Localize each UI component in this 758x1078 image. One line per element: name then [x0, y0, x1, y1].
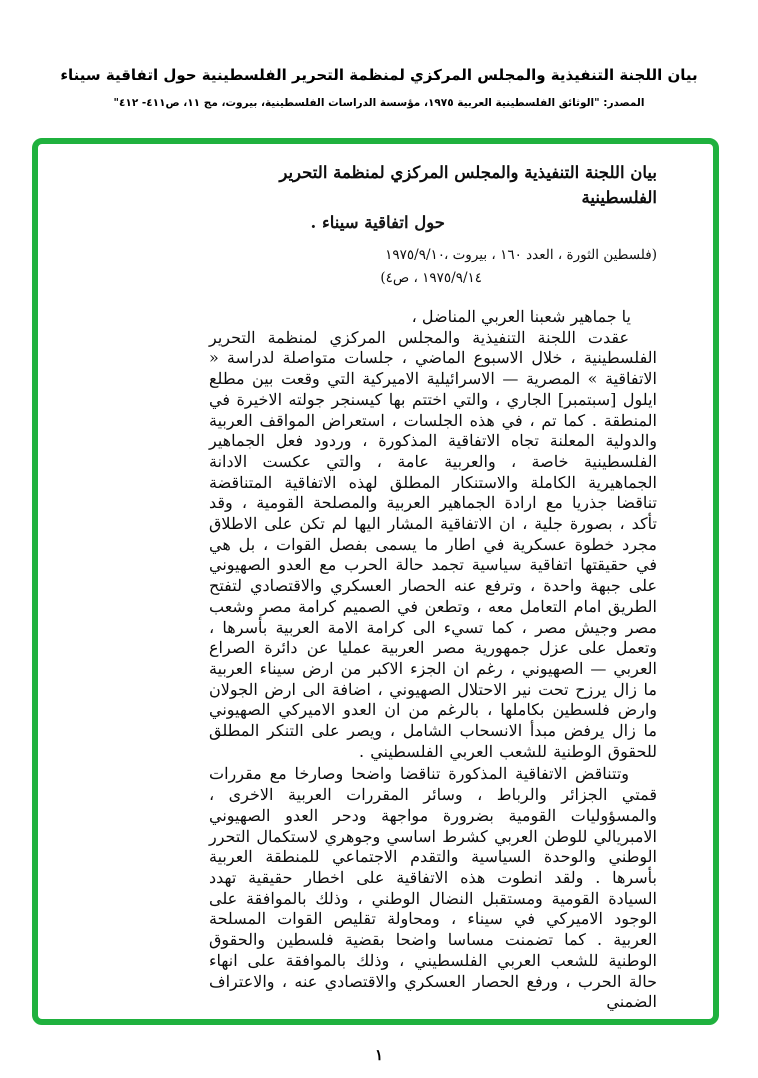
document-date: ١٩٧٥/٩/١٠: [385, 247, 445, 263]
page-header-title: بيان اللجنة التنفيذية والمجلس المركزي لمنظمة التحرير الفلسطينية حول اتفاقية سيناء: [60, 66, 698, 84]
salutation-line: يا جماهير شعبنا العربي المناضل ،: [411, 307, 631, 326]
body-paragraph-1: عقدت اللجنة التنفيذية والمجلس المركزي لمنظمة التحرير الفلسطينية ، خلال الاسبوع الماضي ، جلسات متواصلة لدراسة « الاتفاقية » المصرية — الاسرائيلية الاميركية التي وقعت بين مطلع ايلول [سبتمبر] الجاري ، والتي اختتم بها كيسنجر جولته الاخيرة في المنطقة . كما تم ، في هذه الجلسات ، استعراض المواقف العربية والدولية المعلنة تجاه الاتفاقية المذكورة ، وردود فعل الجماهير الفلسطينية خاصة ، والعربية عامة ، والتي عكست الادانة الجماهيرية الكاملة والاستنكار المطلق لهذه الاتفاقية المتناقضة تناقضا جذريا مع ارادة الجماهير العربية والمصلحة القومية ، وقد تأكد ، بصورة جلية ، ان الاتفاقية المشار اليها لم تكن على الاطلاق مجرد خطوة عسكرية في اطار ما يسمى بفصل القوات ، بل هي في حقيقتها اتفاقية سياسية تجمد حالة الحرب مع العدو الصهيوني على جبهة واحدة ، وترفع عنه الحصار العسكري والاقتصادي لتفتح الطريق امام التعامل معه ، وتطعن في الصميم كرامة مصر وشعب مصر وجيش مصر ، كما تسيء الى كرامة الامة العربية بأسرها ، وتعمل على عزل جمهورية مصر العربية عمليا عن دائرة الصراع العربي — الصهيوني ، رغم ان الجزء الاكبر من ارض سيناء العربية ما زال يرزح تحت نير الاحتلال الصهيوني ، اضافة الى ارض الجولان وارض فلسطين بكاملها ، بالرغم من ان العدو الاميركي الصهيوني ما زال يرفض مبدأ الانسحاب الشامل ، ويصر على التنكر المطلق للحقوق الوطنية للشعب العربي الفلسطيني .: [209, 327, 658, 761]
document-title-line-2-wrap: [209, 210, 657, 235]
journal-reference-line-2: ١٩٧٥/٩/١٤ ، ص٤): [380, 270, 482, 286]
document-frame: [32, 138, 719, 1025]
document-scan-content: [209, 160, 657, 1013]
document-title-line-2: حول اتفاقية سيناء .: [310, 213, 445, 232]
body-paragraph-2: وتتناقض الاتفاقية المذكورة تناقضا واضحا وصارخا مع مقررات قمتي الجزائر والرباط ، وسائر المقررات العربية الاخرى ، والمسؤوليات القومية بضرورة مواجهة ودحر العدو الصهيوني الامبريالي للوطن العربي كشرط اساسي وجوهري لاستكمال التحرر الوطني والوحدة السياسية والتقدم الاجتماعي للمنطقة العربية بأسرها . ولقد انطوت هذه الاتفاقية على اخطار حقيقية تهدد السيادة القومية ومستقبل النضال الوطني ، وذلك بالموافقة على الوجود الاميركي في سيناء ، ومحاولة تقليص القوات المسلحة العربية . كما تضمنت مساسا واضحا بقضية فلسطين والحقوق الوطنية للشعب العربي الفلسطيني ، وذلك بالموافقة على انهاء حالة الحرب ، ورفع الحصار العسكري والاقتصادي عنه ، والاعتراف الضمني: [209, 764, 657, 1012]
journal-reference-line-1: (فلسطين الثورة ، العدد ١٦٠ ، بيروت ،: [443, 247, 657, 263]
date-reference-block: [209, 247, 657, 295]
source-citation-line: المصدر: "الوثائق الفلسطينية العربية ١٩٧٥، مؤسسة الدراسات الفلسطينية، بيروت، مج ١١، ص٤١١- ٤١٢": [113, 97, 645, 109]
page-number: ١: [374, 1046, 384, 1064]
document-title-line-1: بيان اللجنة التنفيذية والمجلس المركزي لمنظمة التحرير الفلسطينية: [279, 163, 657, 207]
